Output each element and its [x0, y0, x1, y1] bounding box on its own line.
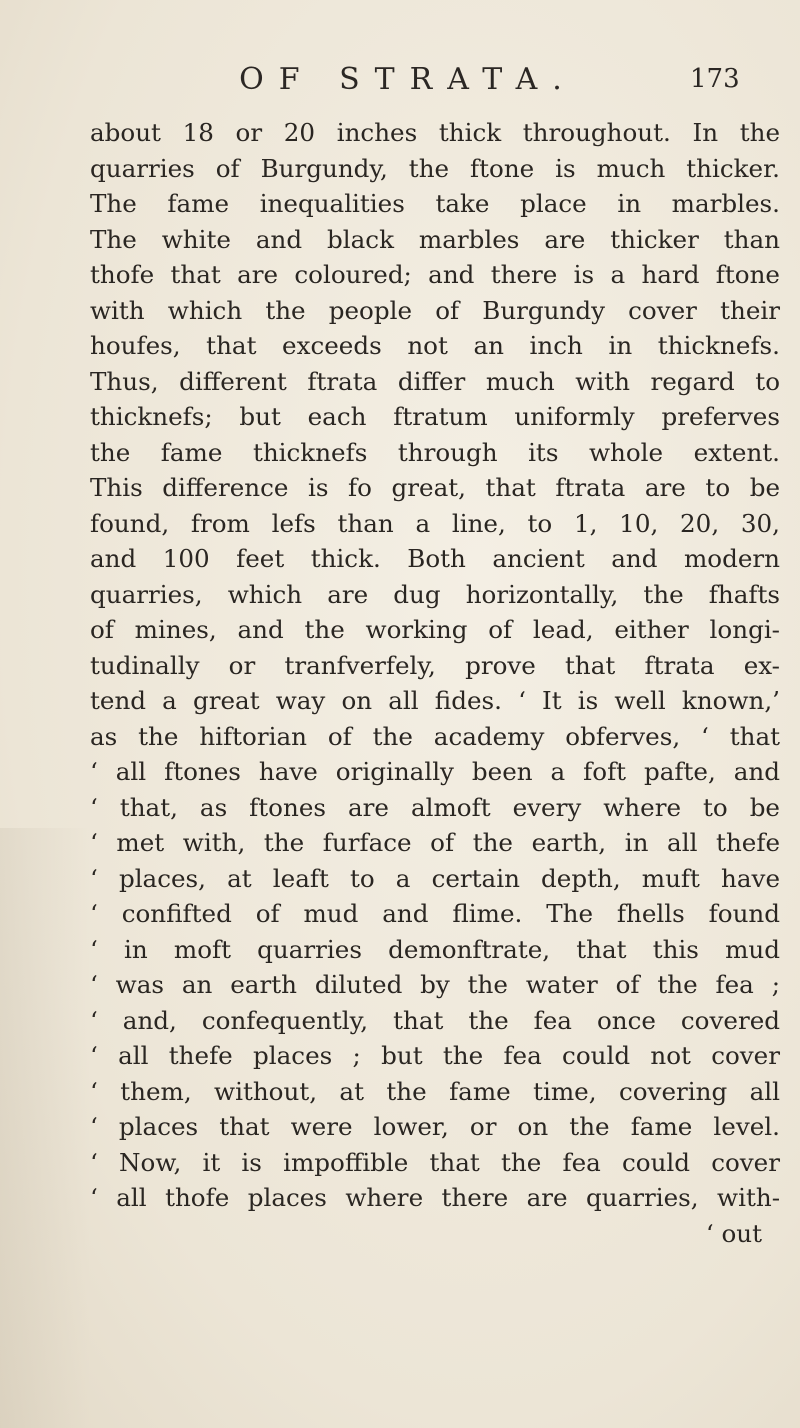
text-line: and 100 feet thick. Both ancient and modern	[90, 544, 780, 573]
text-line: tudinally or tranfverfely, prove that ftrata ex-	[90, 650, 780, 680]
text-line: as the hiftorian of the academy obferves, ‘ that	[90, 721, 780, 751]
text-line: houfes, that exceeds not an inch in thicknefs.	[90, 331, 780, 360]
text-line: found, from lefs than a line, to 1, 10, 20, 30,	[90, 508, 780, 538]
text-line: ‘ was an earth diluted by the water of the fea ;	[90, 970, 780, 999]
text-line: This difference is fo great, that ftrata are to be	[90, 473, 780, 502]
text-line: thofe that are coloured; and there is a hard ftone	[90, 260, 780, 289]
text-line: ‘ all thefe places ; but the fea could not cover	[90, 1041, 780, 1070]
text-line: The white and black marbles are thicker than	[90, 224, 780, 254]
text-line: tend a great way on all fides. ‘ It is well known,’	[90, 686, 780, 715]
text-line: ‘ places, at leaft to a certain depth, muft have	[90, 863, 780, 893]
text-line: ‘ all thofe places where there are quarries, with-	[90, 1183, 780, 1212]
text-line: ‘ in moft quarries demonftrate, that this mud	[90, 934, 780, 964]
text-line: the fame thicknefs through its whole extent.	[90, 437, 780, 467]
text-line: thicknefs; but each ftratum uniformly preferves	[90, 402, 780, 431]
text-line: about 18 or 20 inches thick throughout. In the	[90, 118, 780, 147]
text-line: ‘ that, as ftones are almoft every where to be	[90, 792, 780, 822]
page-number: 173	[690, 64, 740, 94]
page-edge-shadow	[0, 828, 90, 1428]
text-line: ‘ them, without, at the fame time, covering all	[90, 1076, 780, 1106]
text-line: ‘ Now, it is impoffible that the fea could cover	[90, 1147, 780, 1177]
page-header	[0, 62, 800, 102]
text-line: of mines, and the working of lead, either longi-	[90, 615, 780, 644]
text-line: ‘ met with, the furface of the earth, in all thefe	[90, 828, 780, 857]
text-line: quarries, which are dug horizontally, the fhafts	[90, 579, 780, 609]
text-line: ‘ confifted of mud and flime. The fhells found	[90, 899, 780, 928]
text-line: Thus, different ftrata differ much with regard to	[90, 366, 780, 396]
text-line: quarries of Burgundy, the ftone is much thicker.	[90, 153, 780, 183]
text-line: with which the people of Burgundy cover their	[90, 295, 780, 325]
text-line: The fame inequalities take place in marbles.	[90, 189, 780, 218]
body-text	[90, 115, 780, 1251]
text-line: ‘ out	[705, 1218, 762, 1248]
text-line: ‘ and, confequently, that the fea once covered	[90, 1005, 780, 1035]
running-head: OF STRATA.	[239, 62, 577, 97]
text-line: ‘ places that were lower, or on the fame level.	[90, 1112, 780, 1141]
text-line: ‘ all ftones have originally been a foft pafte, and	[90, 757, 780, 786]
